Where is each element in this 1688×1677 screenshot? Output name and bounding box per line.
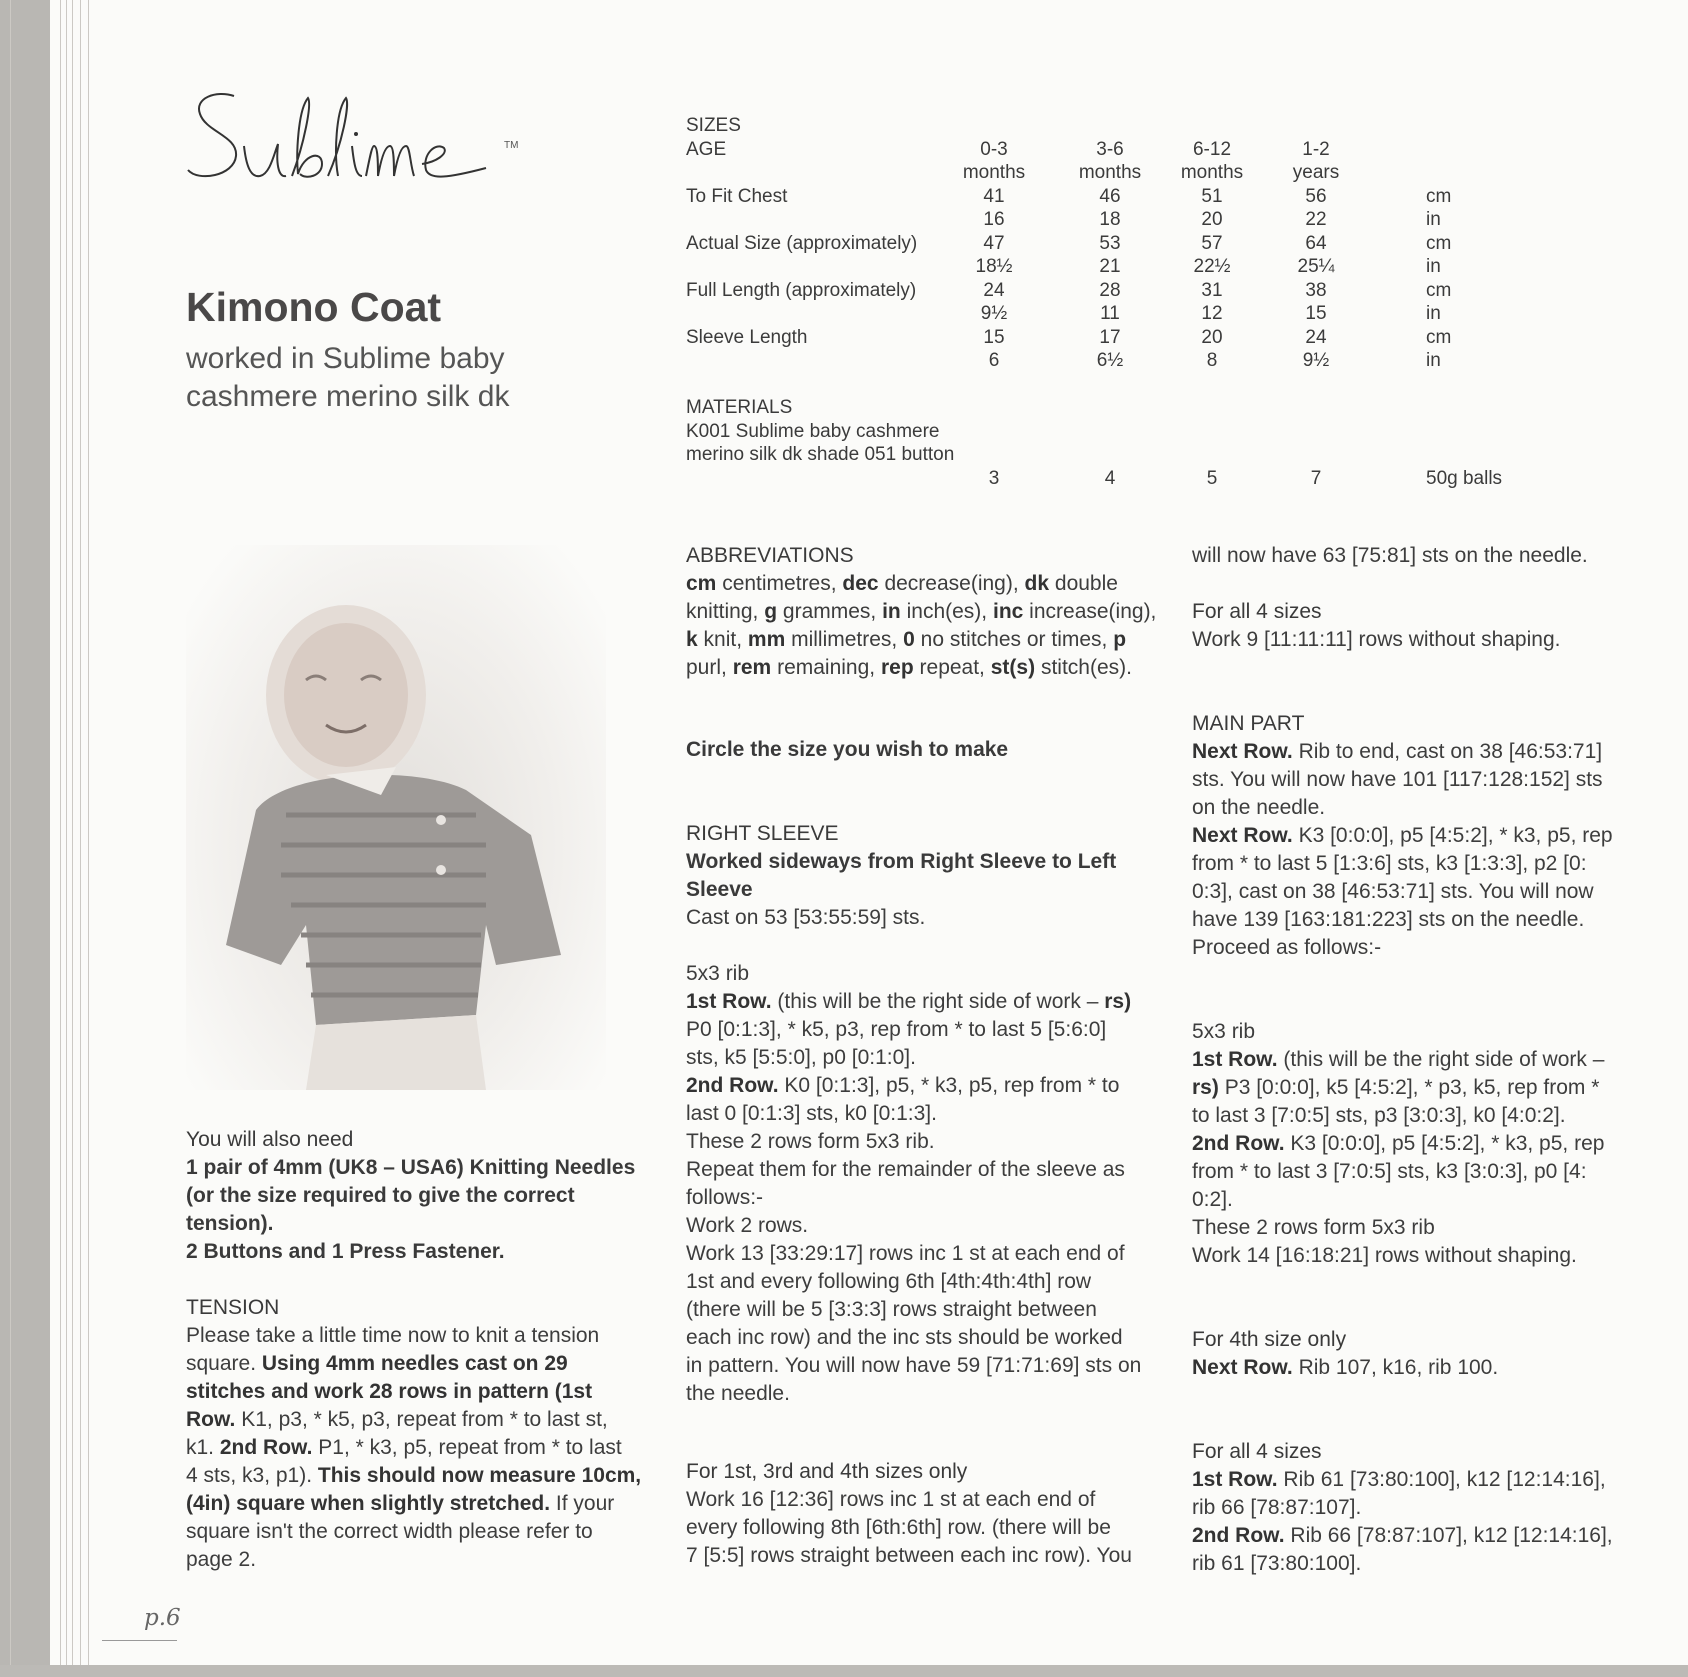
age-label: AGE: [686, 138, 727, 160]
abbreviations-section: [686, 542, 1166, 682]
section-heading: For all 4 sizes: [1192, 1440, 1322, 1463]
text-line: square isn't the correct width please refer to: [186, 1520, 593, 1543]
text-line: rib 66 [78:87:107].: [1192, 1496, 1362, 1519]
abbreviation-term: g: [764, 600, 778, 623]
size-value: 18: [1099, 209, 1121, 230]
size-value: 15: [1305, 303, 1327, 324]
tension-section: [186, 1294, 666, 1574]
size-value: 21: [1099, 256, 1121, 277]
size-value: 17: [1099, 326, 1121, 348]
trademark: TM: [504, 140, 519, 151]
text-line: rib 61 [73:80:100].: [1192, 1552, 1362, 1575]
sizes-heading: SIZES: [686, 115, 741, 136]
materials-value: 3: [988, 467, 1000, 489]
abbreviation-list: [686, 570, 1166, 682]
section-heading: ABBREVIATIONS: [686, 544, 854, 567]
page-edge: [88, 0, 89, 1677]
column-three: [1192, 542, 1652, 1578]
text-line: Work 13 [33:29:17] rows inc 1 st at each end of: [686, 1242, 1125, 1265]
text: K3 [0:0:0], p5 [4:5:2], * k3, p5, rep: [1284, 1132, 1605, 1155]
page-edge: [60, 0, 61, 1677]
text: If your: [550, 1492, 615, 1515]
text: P1, * k3, p5, repeat from * to last: [312, 1436, 622, 1459]
text-line: the needle.: [686, 1382, 790, 1405]
size-value: 46: [1099, 185, 1121, 207]
text-line: Work 2 rows.: [686, 1214, 809, 1237]
page-edge: [80, 0, 81, 1677]
text-line: 0:2].: [1192, 1188, 1233, 1211]
subheading: Sleeve: [686, 878, 753, 901]
abbreviation-definition: millimetres,: [791, 628, 898, 651]
you-will-need: [186, 1126, 666, 1266]
abbreviation-definition: inch(es),: [906, 600, 988, 623]
text-bold: 1st Row.: [1192, 1048, 1278, 1071]
materials-heading: MATERIALS: [686, 397, 793, 418]
text-bold: (4in) square when slightly stretched.: [186, 1492, 551, 1515]
size-value: 24: [1305, 326, 1327, 348]
abbreviation-definition: remaining,: [777, 656, 876, 679]
text-line: page 2.: [186, 1548, 257, 1571]
section-heading: RIGHT SLEEVE: [686, 822, 839, 845]
text-line: These 2 rows form 5x3 rib.: [686, 1130, 935, 1153]
abbreviation-term: inc: [992, 600, 1024, 623]
text-line: Work 16 [12:36] rows inc 1 st at each end of: [686, 1488, 1096, 1511]
size-value: 18½: [975, 256, 1013, 277]
text-line: Proceed as follows:-: [1192, 936, 1382, 959]
materials-line: K001 Sublime baby cashmere: [686, 420, 940, 442]
size-value: 6½: [1096, 350, 1124, 371]
text-bold: stitches and work 28 rows in pattern (1st: [186, 1380, 593, 1403]
brand-logo: [186, 84, 536, 199]
text-line: P0 [0:1:3], * k5, p3, rep from * to last 5 [5:6:0]: [686, 1018, 1107, 1041]
baby-photo: [186, 545, 606, 1090]
subtitle-line: worked in Sublime baby: [186, 342, 505, 375]
needs-line: 1 pair of 4mm (UK8 – USA6) Knitting Needles: [186, 1156, 636, 1179]
rib-heading: 5x3 rib: [686, 962, 750, 985]
abbreviation-definition: knit,: [703, 628, 743, 651]
abbreviation-term: st(s): [990, 656, 1036, 679]
text-bold: 2nd Row.: [219, 1436, 313, 1459]
age-value: 6-12: [1192, 138, 1232, 160]
abbreviation-term: p: [1113, 628, 1127, 651]
size-value: 9½: [1302, 350, 1330, 371]
text: square.: [186, 1352, 262, 1375]
abbreviation-term: dec: [842, 572, 879, 595]
text-bold: 1st Row.: [1192, 1468, 1278, 1491]
text-line: (there will be 5 [3:3:3] rows straight between: [686, 1298, 1097, 1321]
text-line: will now have 63 [75:81] sts on the needle.: [1192, 544, 1588, 567]
size-value: 31: [1201, 279, 1223, 301]
text-line: 0:3], cast on 38 [46:53:71] sts. You will now: [1192, 880, 1594, 903]
size-value: 22½: [1193, 256, 1231, 277]
text-line: sts. You will now have 101 [117:128:152] sts: [1192, 768, 1603, 791]
size-row-label: Sleeve Length: [686, 326, 808, 348]
abbreviation-definition: stitch(es).: [1040, 656, 1132, 679]
abbreviation-definition: increase(ing),: [1029, 600, 1157, 623]
size-value: 57: [1201, 232, 1223, 254]
materials-unit: 50g balls: [1426, 467, 1503, 489]
size-row-label: To Fit Chest: [686, 185, 788, 207]
materials-line: merino silk dk shade 051 button: [686, 444, 955, 465]
age-unit: months: [962, 162, 1026, 183]
text: Rib 107, k16, rib 100.: [1292, 1356, 1499, 1379]
text-line: 7 [5:5] rows straight between each inc row). You: [686, 1544, 1132, 1567]
text-line: Work 14 [16:18:21] rows without shaping.: [1192, 1244, 1577, 1267]
size-value: 51: [1201, 185, 1223, 207]
abbreviation-definition: repeat,: [919, 656, 985, 679]
text: P3 [0:0:0], k5 [4:5:2], * p3, k5, rep from *: [1218, 1076, 1600, 1099]
text-line: last 0 [0:1:3] sts, k0 [0:1:3].: [686, 1102, 937, 1125]
page-edge: [72, 0, 73, 1677]
size-value: 20: [1201, 326, 1223, 348]
abbreviation-term: 0: [903, 628, 915, 651]
text-bold: 2nd Row.: [1192, 1132, 1285, 1155]
abbreviation-term: dk: [1024, 572, 1050, 595]
text-line: to last 3 [7:0:5] sts, p3 [3:0:3], k0 [4:0:2].: [1192, 1104, 1566, 1127]
size-unit: cm: [1426, 185, 1452, 207]
size-value: 15: [983, 326, 1005, 348]
materials-value: 7: [1310, 467, 1322, 489]
text: K3 [0:0:0], p5 [4:5:2], * k3, p5, rep: [1292, 824, 1613, 847]
text-bold: Row.: [186, 1408, 236, 1431]
size-unit: in: [1426, 256, 1441, 277]
abbreviation-term: mm: [747, 628, 786, 651]
text-line: Cast on 53 [53:55:59] sts.: [686, 906, 926, 929]
text-line: follows:-: [686, 1186, 764, 1209]
text-line: from * to last 5 [1:3:6] sts, k3 [1:3:3], p2 [0:: [1192, 852, 1587, 875]
size-value: 6: [988, 350, 1000, 371]
abbreviation-definition: grammes,: [782, 600, 877, 623]
text-line: Please take a little time now to knit a tension: [186, 1324, 600, 1347]
age-unit: months: [1180, 162, 1244, 183]
size-value: 53: [1099, 232, 1121, 254]
abbreviation-term: cm: [686, 572, 717, 595]
text-bold: Next Row.: [1192, 824, 1293, 847]
age-value: 3-6: [1096, 138, 1124, 160]
size-value: 20: [1201, 209, 1223, 230]
abbreviation-definition: purl,: [686, 656, 727, 679]
text: 4 sts, k3, p1).: [186, 1464, 318, 1487]
text-line: have 139 [163:181:223] sts on the needle.: [1192, 908, 1585, 931]
materials-value: 4: [1104, 467, 1116, 489]
age-unit: years: [1292, 162, 1340, 183]
text-bold: rs): [1104, 990, 1132, 1013]
size-unit: in: [1426, 350, 1441, 371]
text: Rib 61 [73:80:100], k12 [12:14:16],: [1277, 1468, 1606, 1491]
subtitle: [186, 340, 606, 416]
size-unit: in: [1426, 303, 1441, 324]
section-heading: For 1st, 3rd and 4th sizes only: [686, 1460, 968, 1483]
text: Rib 66 [78:87:107], k12 [12:14:16],: [1284, 1524, 1613, 1547]
text-line: 1st and every following 6th [4th:4th:4th] row: [686, 1270, 1092, 1293]
abbreviation-term: k: [686, 628, 698, 651]
right-sleeve-section: [686, 820, 1166, 1408]
section-heading: You will also need: [186, 1128, 354, 1151]
text-line: from * to last 3 [7:0:5] sts, k3 [3:0:3], p0 [4:: [1192, 1160, 1587, 1183]
text-line: Work 9 [11:11:11] rows without shaping.: [1192, 628, 1561, 651]
size-value: 24: [983, 279, 1005, 301]
size-row-label: Full Length (approximately): [686, 279, 917, 301]
text: (this will be the right side of work –: [1277, 1048, 1605, 1071]
size-value: 38: [1305, 279, 1327, 301]
abbreviation-definition: no stitches or times,: [920, 628, 1108, 651]
page-number: p.6: [144, 1605, 181, 1631]
size-value: 16: [983, 209, 1005, 230]
subheading: Worked sideways from Right Sleeve to Left: [686, 850, 1117, 873]
size-value: 64: [1305, 232, 1327, 254]
size-value: 25¼: [1297, 256, 1335, 277]
section-heading: MAIN PART: [1192, 712, 1305, 735]
text-bold: 2nd Row.: [686, 1074, 779, 1097]
page-edge: [10, 0, 11, 1677]
abbreviation-definition: centimetres,: [722, 572, 837, 595]
text-bold: Using 4mm needles cast on 29: [261, 1352, 568, 1375]
abbreviation-term: rem: [732, 656, 772, 679]
text-bold: 2nd Row.: [1192, 1524, 1285, 1547]
text: Rib to end, cast on 38 [46:53:71]: [1292, 740, 1603, 763]
text-line: These 2 rows form 5x3 rib: [1192, 1216, 1435, 1239]
abbreviation-term: in: [882, 600, 901, 623]
abbreviation-definition: double knitting,: [686, 572, 1118, 623]
text-line: on the needle.: [1192, 796, 1326, 819]
size-value: 9½: [980, 303, 1008, 324]
age-value: 1-2: [1302, 138, 1330, 160]
page-edge: [66, 0, 67, 1677]
circle-size-note: Circle the size you wish to make: [686, 738, 1009, 761]
size-unit: cm: [1426, 279, 1452, 301]
size-value: 41: [983, 185, 1005, 207]
text: K0 [0:1:3], p5, * k3, p5, rep from * to: [778, 1074, 1120, 1097]
text-line: Repeat them for the remainder of the sleeve as: [686, 1158, 1125, 1181]
text-bold: This should now measure 10cm,: [317, 1464, 642, 1487]
text-line: sts, k5 [5:5:0], p0 [0:1:0].: [686, 1046, 916, 1069]
needs-line: (or the size required to give the correct: [186, 1184, 575, 1207]
needs-line: tension).: [186, 1212, 274, 1235]
materials-value: 5: [1206, 467, 1218, 489]
size-value: 22: [1305, 209, 1327, 230]
text: k1.: [186, 1436, 220, 1459]
size-unit: cm: [1426, 326, 1452, 348]
age-value: 0-3: [980, 138, 1008, 160]
text: K1, p3, * k5, p3, repeat from * to last st,: [235, 1408, 608, 1431]
text-line: each inc row) and the inc sts should be worked: [686, 1326, 1123, 1349]
text-line: in pattern. You will now have 59 [71:71:69] sts on: [686, 1354, 1142, 1377]
text-line: every following 8th [6th:6th] row. (there will be: [686, 1516, 1111, 1539]
sublime-wordmark-icon: [186, 84, 536, 194]
size-unit: cm: [1426, 232, 1452, 254]
bottom-shadow: [0, 1665, 1688, 1677]
section-heading: For all 4 sizes: [1192, 600, 1322, 623]
size-value: 12: [1201, 303, 1223, 324]
text: (this will be the right side of work –: [771, 990, 1105, 1013]
section-heading: For 4th size only: [1192, 1328, 1347, 1351]
page-title: Kimono Coat: [186, 284, 442, 330]
size-value: 28: [1099, 279, 1121, 301]
subtitle-line: cashmere merino silk dk: [186, 380, 510, 413]
age-unit: months: [1078, 162, 1142, 183]
section-heading: TENSION: [186, 1296, 280, 1319]
size-value: 8: [1206, 350, 1218, 371]
page-number-rule: [102, 1640, 177, 1641]
size-unit: in: [1426, 209, 1441, 230]
abbreviation-term: rep: [880, 656, 914, 679]
text-bold: Next Row.: [1192, 1356, 1293, 1379]
size-row-label: Actual Size (approximately): [686, 232, 918, 254]
baby-in-kimono-coat-image: [186, 545, 606, 1090]
needs-line: 2 Buttons and 1 Press Fastener.: [186, 1240, 505, 1263]
text-bold: rs): [1192, 1076, 1219, 1099]
text-bold: 1st Row.: [686, 990, 772, 1013]
rib-heading: 5x3 rib: [1192, 1020, 1256, 1043]
sizes-134-section: [686, 1458, 1166, 1570]
size-value: 11: [1100, 303, 1120, 324]
text-bold: Next Row.: [1192, 740, 1293, 763]
size-value: 47: [983, 232, 1005, 254]
abbreviation-definition: decrease(ing),: [884, 572, 1019, 595]
size-value: 56: [1305, 185, 1327, 207]
